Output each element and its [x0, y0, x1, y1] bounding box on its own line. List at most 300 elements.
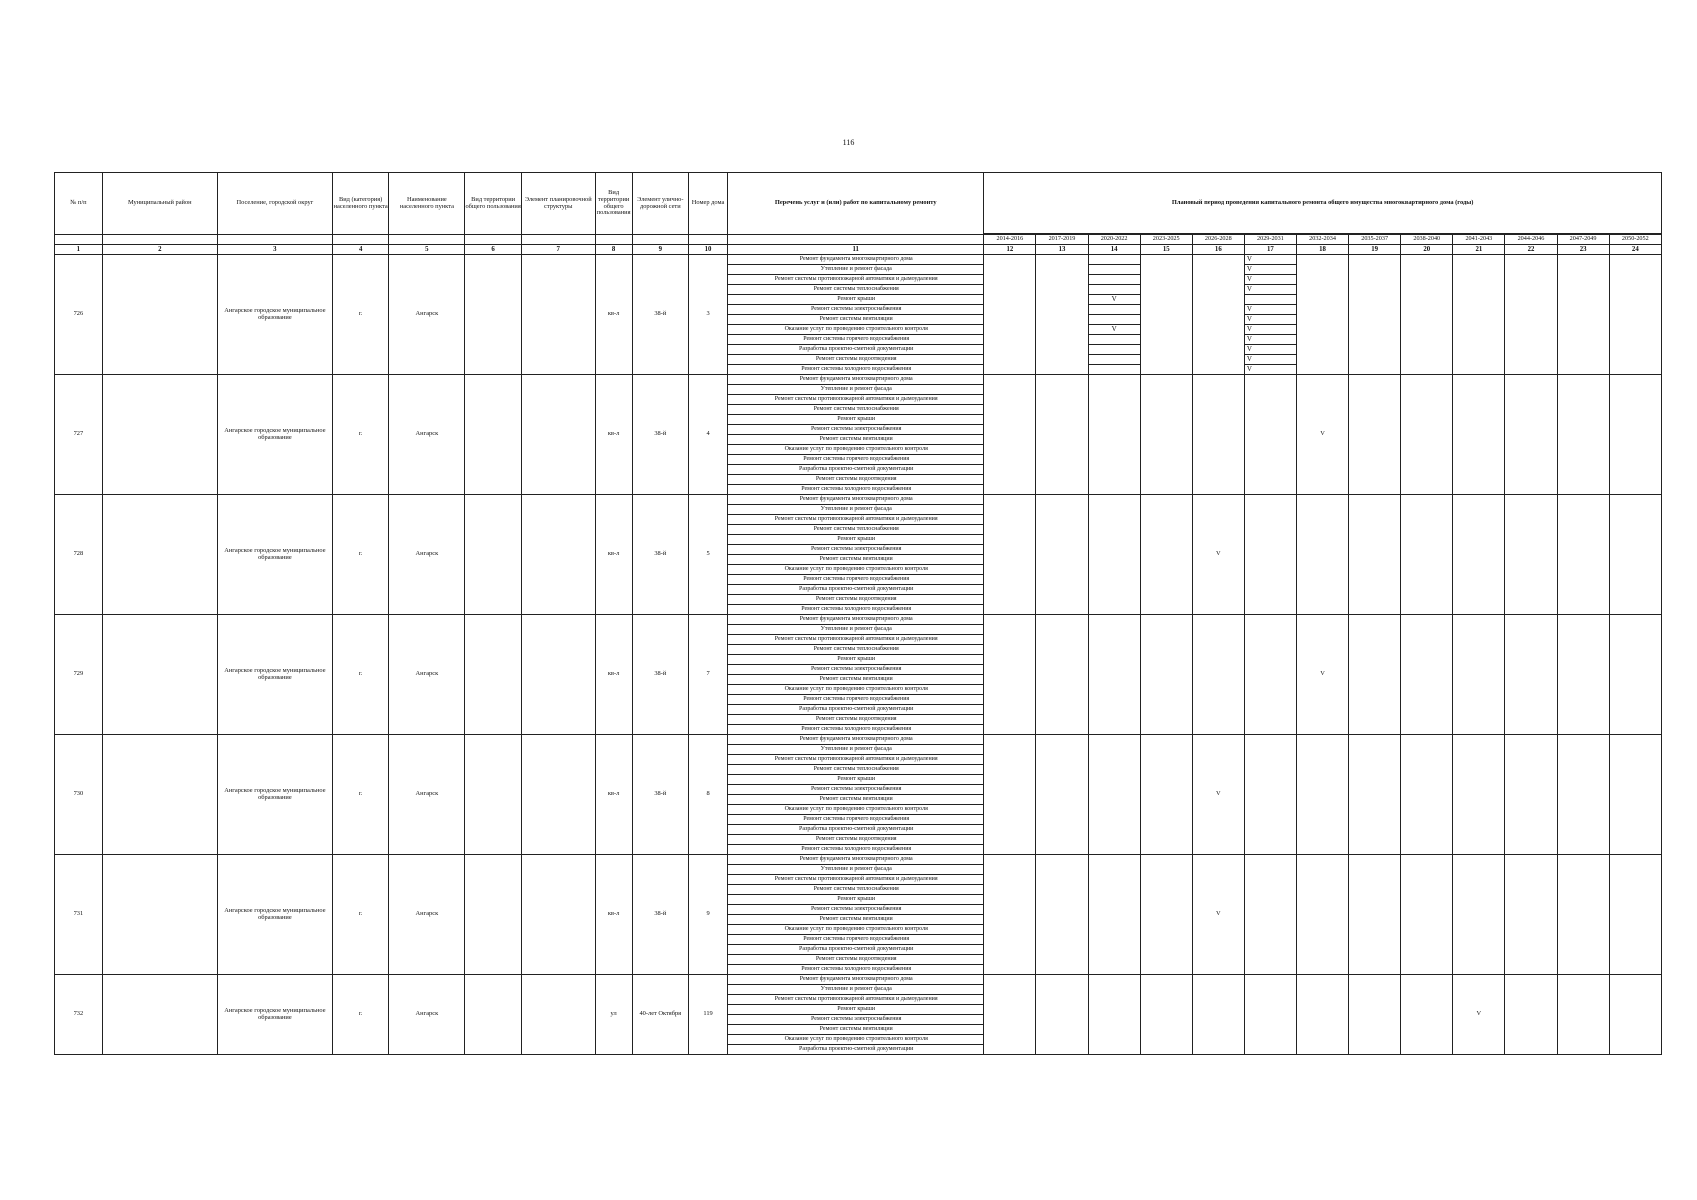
period-mark-cell — [1296, 855, 1348, 975]
work-item: Ремонт системы вентиляции — [728, 1025, 983, 1035]
period-mark-cell — [1609, 615, 1661, 735]
period-mark-cell — [984, 735, 1036, 855]
period-mark-cell — [1349, 735, 1401, 855]
locality-cell: Ангарск — [389, 975, 465, 1055]
work-item: Ремонт крыши — [728, 535, 983, 545]
period-cell: 2041-2043 — [1453, 235, 1505, 245]
locality-type-cell: г. — [332, 495, 388, 615]
header-district: Муниципальный район — [102, 173, 217, 235]
period-cell: 2023-2025 — [1140, 235, 1192, 245]
sub-mark — [1089, 345, 1140, 355]
period-mark-cell — [984, 855, 1036, 975]
work-item: Ремонт системы электроснабжения — [728, 425, 983, 435]
work-item: Ремонт крыши — [728, 775, 983, 785]
locality-cell: Ангарск — [389, 255, 465, 375]
district-cell — [102, 975, 217, 1055]
period-mark-cell — [1349, 615, 1401, 735]
sub-mark: V — [1245, 345, 1296, 355]
work-item: Оказание услуг по проведению строительного контроля — [728, 325, 983, 335]
period-mark-cell — [1192, 255, 1244, 375]
period-mark-cell — [1557, 495, 1609, 615]
period-mark-cell — [1036, 735, 1088, 855]
row-num: 726 — [55, 255, 103, 375]
period-mark-cell — [1088, 735, 1140, 855]
element-cell — [521, 975, 595, 1055]
period-mark-cell — [1453, 855, 1505, 975]
sub-mark: V — [1246, 365, 1252, 373]
column-number-cell: 11 — [728, 245, 984, 255]
territory-cell — [465, 855, 521, 975]
work-item: Ремонт системы вентиляции — [728, 795, 983, 805]
period-mark-cell — [984, 375, 1036, 495]
column-number-cell: 23 — [1557, 245, 1609, 255]
column-number-cell: 1 — [55, 245, 103, 255]
period-mark-cell — [1244, 735, 1296, 855]
work-item: Ремонт фундамента многоквартирного дома — [728, 735, 983, 745]
element-cell — [521, 495, 595, 615]
period-mark-cell: V — [1192, 495, 1244, 615]
column-number-cell: 18 — [1296, 245, 1348, 255]
sub-mark: V — [1245, 275, 1296, 285]
period-mark-cell — [1140, 855, 1192, 975]
period-mark-cell — [1557, 375, 1609, 495]
street-cell: 38-й — [632, 495, 688, 615]
work-item: Ремонт системы противопожарной автоматики и дымоудаления — [728, 635, 983, 645]
period-mark-cell — [1557, 735, 1609, 855]
period-mark-cell — [1088, 375, 1140, 495]
locality-type-cell: г. — [332, 375, 388, 495]
period-mark-cell — [1088, 855, 1140, 975]
header-house: Номер дома — [689, 173, 728, 235]
period-cell: 2032-2034 — [1296, 235, 1348, 245]
work-item: Ремонт системы горячего водоснабжения — [728, 575, 983, 585]
row-num: 728 — [55, 495, 103, 615]
work-item: Ремонт системы электроснабжения — [728, 785, 983, 795]
period-cell: 2050-2052 — [1609, 235, 1661, 245]
period-mark-cell: V — [1296, 615, 1348, 735]
district-cell — [102, 495, 217, 615]
work-item: Разработка проектно-сметной документации — [728, 705, 983, 715]
street-type-cell: кв-л — [595, 855, 632, 975]
table-row — [55, 615, 1662, 735]
header-period: Плановый период проведения капитального ремонта общего имущества многоквартирного дома (годы) — [984, 173, 1662, 234]
settlement-cell: Ангарское городское муниципальное образование — [217, 735, 332, 855]
sub-mark — [1089, 285, 1140, 295]
header-settlement: Поселение, городской округ — [217, 173, 332, 235]
sub-mark: V — [1245, 265, 1296, 275]
work-item: Ремонт системы холодного водоснабжения — [801, 366, 912, 372]
period-mark-cell — [1557, 615, 1609, 735]
table-row — [55, 255, 1662, 375]
column-number-cell: 19 — [1349, 245, 1401, 255]
period-mark-cell — [1453, 255, 1505, 375]
work-item: Ремонт системы водоотведения — [728, 475, 983, 485]
period-mark-cell — [1036, 495, 1088, 615]
period-mark-cell — [1609, 975, 1661, 1055]
settlement-cell: Ангарское городское муниципальное образование — [217, 615, 332, 735]
work-item: Ремонт системы противопожарной автоматики и дымоудаления — [728, 395, 983, 405]
work-item: Ремонт системы холодного водоснабжения — [801, 486, 912, 492]
work-item: Ремонт системы противопожарной автоматики и дымоудаления — [728, 875, 983, 885]
period-mark-cell — [1401, 615, 1453, 735]
period-mark-cell — [1505, 855, 1557, 975]
sub-mark — [1089, 355, 1140, 365]
table-row — [55, 855, 1662, 975]
period-mark-cell — [1557, 255, 1609, 375]
street-type-cell: кв-л — [595, 735, 632, 855]
work-item: Ремонт системы теплоснабжения — [728, 645, 983, 655]
territory-cell — [465, 375, 521, 495]
sub-mark: V — [1245, 325, 1296, 335]
period-mark-cell — [1401, 495, 1453, 615]
period-mark-cell — [1401, 255, 1453, 375]
column-number-cell: 6 — [465, 245, 521, 255]
header-element: Элемент планировочной структуры — [521, 173, 595, 235]
work-item: Разработка проектно-сметной документации — [728, 585, 983, 595]
period-mark-cell — [1349, 495, 1401, 615]
row-num: 729 — [55, 615, 103, 735]
period-mark-cell: V — [1192, 855, 1244, 975]
period-mark-cell — [1036, 975, 1088, 1055]
work-item: Ремонт системы вентиляции — [728, 315, 983, 325]
house-cell: 119 — [689, 975, 728, 1055]
work-item: Ремонт системы горячего водоснабжения — [728, 455, 983, 465]
work-item: Разработка проектно-сметной документации — [728, 345, 983, 355]
period-mark-cell — [1088, 975, 1140, 1055]
period-mark-cell — [1192, 975, 1244, 1055]
period-mark-cell — [1140, 615, 1192, 735]
works-cell — [728, 975, 984, 1055]
period-mark-cell — [1609, 255, 1661, 375]
period-mark-cell — [1140, 255, 1192, 375]
period-cell: 2035-2037 — [1349, 235, 1401, 245]
locality-cell: Ангарск — [389, 495, 465, 615]
district-cell — [102, 735, 217, 855]
header-locality-type: Вид (категория) населенного пункта — [332, 173, 388, 235]
district-cell — [102, 615, 217, 735]
street-cell: 40-лет Октября — [632, 975, 688, 1055]
period-mark-cell — [984, 615, 1036, 735]
period-mark-cell — [1453, 735, 1505, 855]
work-item: Оказание услуг по проведению строительного контроля — [728, 805, 983, 815]
work-item: Ремонт системы водоотведения — [728, 955, 983, 965]
period-mark-cell — [1505, 615, 1557, 735]
period-mark-cell — [1505, 255, 1557, 375]
work-item: Ремонт системы теплоснабжения — [728, 885, 983, 895]
page-number: 116 — [842, 138, 855, 147]
settlement-cell: Ангарское городское муниципальное образование — [217, 855, 332, 975]
row-num: 727 — [55, 375, 103, 495]
work-item: Ремонт системы холодного водоснабжения — [801, 606, 912, 612]
locality-cell: Ангарск — [389, 375, 465, 495]
period-mark-cell — [1401, 375, 1453, 495]
street-type-cell: кв-л — [595, 615, 632, 735]
house-cell: 3 — [689, 255, 728, 375]
work-item: Разработка проектно-сметной документации — [728, 825, 983, 835]
column-number-cell: 21 — [1453, 245, 1505, 255]
work-item: Разработка проектно-сметной документации — [799, 1046, 914, 1052]
period-mark-cell — [1609, 735, 1661, 855]
work-item: Оказание услуг по проведению строительного контроля — [728, 925, 983, 935]
period-mark-cell — [1140, 735, 1192, 855]
street-cell: 38-й — [632, 255, 688, 375]
settlement-cell: Ангарское городское муниципальное образование — [217, 375, 332, 495]
work-item: Ремонт системы теплоснабжения — [728, 765, 983, 775]
column-number-cell: 20 — [1401, 245, 1453, 255]
work-item: Ремонт системы теплоснабжения — [728, 525, 983, 535]
period-mark-cell — [1244, 855, 1296, 975]
work-item: Оказание услуг по проведению строительного контроля — [728, 565, 983, 575]
work-item: Утепление и ремонт фасада — [728, 385, 983, 395]
period-mark-cell — [1140, 975, 1192, 1055]
district-cell — [102, 855, 217, 975]
period-mark-cell — [1244, 375, 1296, 495]
work-item: Оказание услуг по проведению строительного контроля — [728, 445, 983, 455]
work-item: Ремонт системы электроснабжения — [728, 545, 983, 555]
work-item: Ремонт системы электроснабжения — [728, 665, 983, 675]
settlement-cell: Ангарское городское муниципальное образование — [217, 975, 332, 1055]
column-number-cell: 15 — [1140, 245, 1192, 255]
work-item: Ремонт крыши — [728, 295, 983, 305]
period-mark-cell — [1401, 735, 1453, 855]
territory-cell — [465, 615, 521, 735]
street-type-cell: кв-л — [595, 495, 632, 615]
work-item: Ремонт системы холодного водоснабжения — [801, 846, 912, 852]
table-row — [55, 375, 1662, 495]
work-item: Ремонт системы вентиляции — [728, 915, 983, 925]
work-item: Ремонт системы водоотведения — [728, 715, 983, 725]
work-item: Ремонт системы электроснабжения — [728, 905, 983, 915]
work-item: Утепление и ремонт фасада — [728, 985, 983, 995]
period-cell: 2038-2040 — [1401, 235, 1453, 245]
period-mark-cell — [1505, 495, 1557, 615]
territory-cell — [465, 495, 521, 615]
work-item: Ремонт крыши — [728, 655, 983, 665]
work-item: Ремонт системы вентиляции — [728, 435, 983, 445]
sub-mark — [1089, 305, 1140, 315]
period-cell: 2017-2019 — [1036, 235, 1088, 245]
header-locality: Наименование населенного пункта — [389, 173, 465, 235]
work-item: Ремонт системы электроснабжения — [728, 305, 983, 315]
period-mark-cell — [1140, 375, 1192, 495]
work-item: Ремонт системы водоотведения — [728, 355, 983, 365]
work-item: Ремонт крыши — [728, 1005, 983, 1015]
period-mark-cell — [1453, 375, 1505, 495]
work-item: Ремонт фундамента многоквартирного дома — [728, 855, 983, 865]
work-item: Ремонт системы горячего водоснабжения — [728, 935, 983, 945]
work-item: Ремонт системы противопожарной автоматики и дымоудаления — [728, 755, 983, 765]
column-number-cell: 8 — [595, 245, 632, 255]
element-cell — [521, 735, 595, 855]
row-num: 732 — [55, 975, 103, 1055]
period-mark-cell — [1244, 255, 1296, 375]
column-number-row — [55, 245, 1662, 255]
sub-mark — [1089, 255, 1140, 265]
column-number-cell: 10 — [689, 245, 728, 255]
period-mark-cell — [1140, 495, 1192, 615]
work-item: Ремонт системы горячего водоснабжения — [728, 695, 983, 705]
element-cell — [521, 615, 595, 735]
work-item: Ремонт фундамента многоквартирного дома — [728, 975, 983, 985]
work-item: Оказание услуг по проведению строительного контроля — [728, 685, 983, 695]
period-mark-cell — [1192, 375, 1244, 495]
column-number-cell: 3 — [217, 245, 332, 255]
works-cell — [728, 735, 984, 855]
work-item: Ремонт системы водоотведения — [728, 835, 983, 845]
work-item: Ремонт фундамента многоквартирного дома — [728, 255, 983, 265]
work-item: Ремонт системы горячего водоснабжения — [728, 335, 983, 345]
period-mark-cell — [1609, 495, 1661, 615]
period-mark-cell: V — [1453, 975, 1505, 1055]
column-number-cell: 5 — [389, 245, 465, 255]
period-mark-cell — [1296, 255, 1348, 375]
period-mark-cell — [1453, 615, 1505, 735]
works-cell — [728, 255, 984, 375]
period-mark-cell — [1296, 975, 1348, 1055]
header-street-type: Вид территории общего пользования — [595, 173, 632, 235]
period-mark-cell — [1349, 375, 1401, 495]
period-cell: 2029-2031 — [1244, 235, 1296, 245]
work-item: Ремонт системы холодного водоснабжения — [801, 966, 912, 972]
locality-type-cell: г. — [332, 975, 388, 1055]
capital-repair-table — [54, 172, 1662, 1055]
period-mark-cell — [1244, 975, 1296, 1055]
work-item: Ремонт системы вентиляции — [728, 675, 983, 685]
work-item: Ремонт фундамента многоквартирного дома — [728, 375, 983, 385]
table-row — [55, 735, 1662, 855]
house-cell: 4 — [689, 375, 728, 495]
house-cell: 5 — [689, 495, 728, 615]
works-cell — [728, 855, 984, 975]
period-mark-cell — [1557, 855, 1609, 975]
period-mark-cell — [1505, 735, 1557, 855]
period-mark-cell — [1453, 495, 1505, 615]
sub-mark: V — [1245, 335, 1296, 345]
work-item: Ремонт системы теплоснабжения — [728, 405, 983, 415]
work-item: Разработка проектно-сметной документации — [728, 945, 983, 955]
sub-mark: V — [1245, 285, 1296, 295]
period-mark-cell — [1349, 255, 1401, 375]
sub-mark — [1089, 315, 1140, 325]
house-cell: 8 — [689, 735, 728, 855]
work-item: Ремонт фундамента многоквартирного дома — [728, 615, 983, 625]
work-item: Утепление и ремонт фасада — [728, 265, 983, 275]
period-cell: 2020-2022 — [1088, 235, 1140, 245]
element-cell — [521, 855, 595, 975]
period-mark-cell: V — [1192, 735, 1244, 855]
period-mark-cell — [1036, 255, 1088, 375]
period-mark-cell — [1609, 375, 1661, 495]
column-number-cell: 24 — [1609, 245, 1661, 255]
period-mark-cell — [1036, 375, 1088, 495]
work-item: Утепление и ремонт фасада — [728, 745, 983, 755]
element-cell — [521, 255, 595, 375]
street-cell: 38-й — [632, 615, 688, 735]
sub-mark: V — [1089, 325, 1140, 335]
period-mark-cell — [1296, 495, 1348, 615]
locality-cell: Ангарск — [389, 615, 465, 735]
work-item: Утепление и ремонт фасада — [728, 865, 983, 875]
settlement-cell: Ангарское городское муниципальное образование — [217, 495, 332, 615]
work-item: Ремонт системы горячего водоснабжения — [728, 815, 983, 825]
column-number-cell: 9 — [632, 245, 688, 255]
period-mark-cell — [1401, 975, 1453, 1055]
street-type-cell: ул — [595, 975, 632, 1055]
sub-mark — [1089, 335, 1140, 345]
period-cell: 2044-2046 — [1505, 235, 1557, 245]
work-item: Оказание услуг по проведению строительного контроля — [728, 1035, 983, 1045]
period-cell: 2026-2028 — [1192, 235, 1244, 245]
column-number-cell: 4 — [332, 245, 388, 255]
work-item: Ремонт фундамента многоквартирного дома — [728, 495, 983, 505]
work-item: Ремонт системы холодного водоснабжения — [801, 726, 912, 732]
period-mark-cell — [1088, 495, 1140, 615]
period-mark-cell — [1036, 615, 1088, 735]
works-cell — [728, 615, 984, 735]
work-item: Утепление и ремонт фасада — [728, 505, 983, 515]
work-item: Ремонт крыши — [728, 895, 983, 905]
work-item: Ремонт системы противопожарной автоматики и дымоудаления — [728, 275, 983, 285]
locality-cell: Ангарск — [389, 855, 465, 975]
table-row — [55, 975, 1662, 1055]
column-number-cell: 2 — [102, 245, 217, 255]
district-cell — [102, 255, 217, 375]
period-mark-cell — [1244, 495, 1296, 615]
sub-mark — [1089, 265, 1140, 275]
period-mark-cell — [1244, 615, 1296, 735]
work-item: Утепление и ремонт фасада — [728, 625, 983, 635]
sub-mark: V — [1245, 255, 1296, 265]
work-item: Ремонт крыши — [728, 415, 983, 425]
sub-mark — [1245, 295, 1296, 305]
column-number-cell: 12 — [984, 245, 1036, 255]
street-type-cell: кв-л — [595, 375, 632, 495]
period-cell: 2014-2016 — [984, 235, 1036, 245]
territory-cell — [465, 735, 521, 855]
period-mark-cell — [1036, 855, 1088, 975]
territory-cell — [465, 975, 521, 1055]
column-number-cell: 17 — [1244, 245, 1296, 255]
locality-type-cell: г. — [332, 855, 388, 975]
header-street: Элемент улично-дорожной сети — [632, 173, 688, 235]
period-mark-cell — [1349, 855, 1401, 975]
period-mark-cell — [1296, 735, 1348, 855]
street-cell: 38-й — [632, 855, 688, 975]
table-row — [55, 495, 1662, 615]
period-mark-cell — [1088, 615, 1140, 735]
column-number-cell: 14 — [1088, 245, 1140, 255]
street-type-cell: кв-л — [595, 255, 632, 375]
sub-mark: V — [1089, 295, 1140, 305]
row-num: 730 — [55, 735, 103, 855]
work-item: Ремонт системы противопожарной автоматики и дымоудаления — [728, 515, 983, 525]
column-number-cell: 7 — [521, 245, 595, 255]
street-cell: 38-й — [632, 735, 688, 855]
period-mark-cell — [1401, 855, 1453, 975]
element-cell — [521, 375, 595, 495]
period-mark-cell — [1088, 255, 1140, 375]
settlement-cell: Ангарское городское муниципальное образование — [217, 255, 332, 375]
header-works: Перечень услуг и (или) работ по капитальному ремонту — [728, 173, 984, 235]
period-mark-cell — [1609, 855, 1661, 975]
work-item: Разработка проектно-сметной документации — [728, 465, 983, 475]
period-mark-cell — [1192, 615, 1244, 735]
territory-cell — [465, 255, 521, 375]
period-mark-cell: V — [1296, 375, 1348, 495]
period-mark-cell — [984, 975, 1036, 1055]
header-territory: Вид территории общего пользования — [465, 173, 521, 235]
locality-type-cell: г. — [332, 735, 388, 855]
